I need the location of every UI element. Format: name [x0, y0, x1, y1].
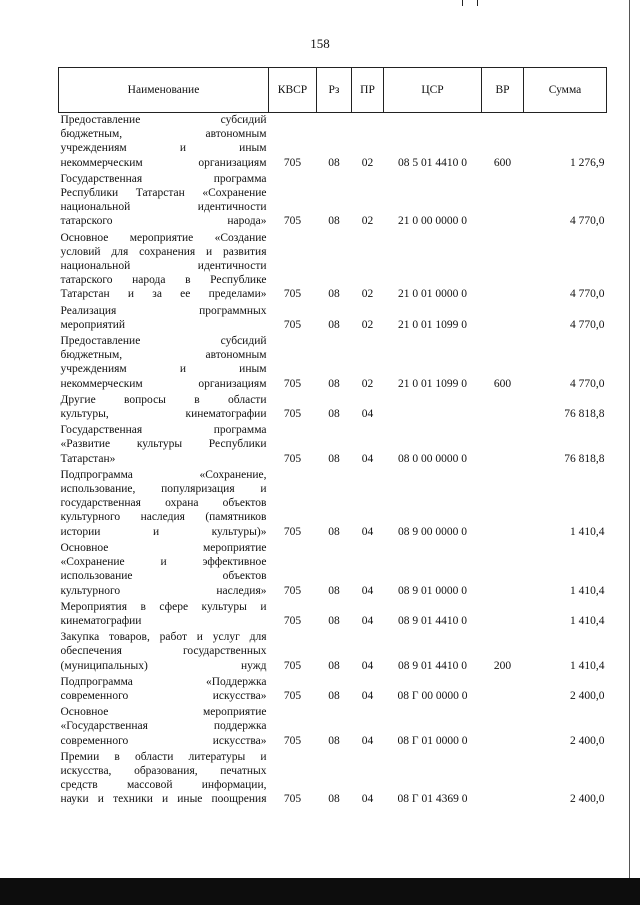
cell-rz: 08: [328, 659, 340, 672]
table-row: [59, 750, 607, 809]
cell-rz: 08: [328, 689, 340, 702]
cell-sum: 1 410,4: [570, 614, 605, 627]
cell-vr: [482, 675, 524, 705]
cell-pr: 04: [361, 614, 374, 627]
table-row: [59, 304, 607, 334]
cell-csr: [384, 393, 482, 423]
cell-kvsr: 705: [283, 288, 302, 301]
cell-vr: [482, 393, 524, 423]
cell-rz: 08: [328, 793, 340, 806]
cell-rz: 08: [328, 408, 340, 421]
cell-sum: 1 276,9: [570, 156, 605, 169]
cell-csr: 08 5 01 4410 0: [398, 156, 467, 169]
cell-rz: 08: [328, 452, 340, 465]
scan-artifact-top: [462, 0, 478, 6]
cell-csr: 21 0 00 0000 0: [398, 215, 467, 228]
cell-sum: 1 410,4: [570, 584, 605, 597]
cell-vr: [482, 172, 524, 231]
cell-pr: 04: [361, 689, 374, 702]
cell-kvsr: 705: [283, 377, 302, 390]
cell-csr: 08 9 01 4410 0: [398, 614, 467, 627]
cell-name: Предоставление субсидий бюджетным, автономным учреждениям и иным некоммерческим организациям: [60, 335, 267, 390]
cell-pr: 04: [361, 525, 374, 538]
cell-csr: 08 0 00 0000 0: [398, 452, 467, 465]
cell-rz: 08: [328, 614, 340, 627]
table-row: [59, 113, 607, 172]
table-row: [59, 600, 607, 630]
cell-csr: 08 9 01 0000 0: [398, 584, 467, 597]
table-row: [59, 334, 607, 393]
table-header-row: [59, 68, 607, 113]
cell-pr: 04: [361, 452, 374, 465]
budget-table: [58, 67, 607, 809]
cell-kvsr: 705: [283, 408, 302, 421]
header-kvsr: КВСР: [269, 68, 317, 113]
cell-vr: 600: [493, 156, 512, 169]
cell-rz: 08: [328, 584, 340, 597]
cell-kvsr: 705: [283, 659, 302, 672]
cell-pr: 02: [361, 318, 374, 331]
cell-csr: 08 Г 01 4369 0: [397, 793, 468, 806]
cell-kvsr: 705: [283, 318, 302, 331]
cell-rz: 08: [328, 377, 340, 390]
cell-vr: [482, 541, 524, 600]
header-name: Наименование: [59, 68, 269, 113]
cell-name: Основное мероприятие «Государственная поддержка современного искусства»: [60, 706, 267, 747]
cell-name: Премии в области литературы и искусства, образования, печатных средств массовой информации, науки и техники и иные поощрения: [60, 750, 267, 806]
cell-name: Основное мероприятие «Создание условий для сохранения и развития национальной идентичности татарского народа в Республике Татарстан и за ее пределами»: [60, 231, 267, 301]
cell-rz: 08: [328, 288, 340, 301]
cell-pr: 02: [361, 215, 374, 228]
table-row: [59, 541, 607, 600]
cell-csr: 08 Г 00 0000 0: [397, 689, 468, 702]
table-row: [59, 231, 607, 304]
scan-edge-right: [629, 0, 630, 880]
cell-rz: 08: [328, 156, 340, 169]
cell-sum: 76 818,8: [564, 452, 605, 465]
cell-vr: [482, 600, 524, 630]
cell-vr: [482, 468, 524, 541]
cell-rz: 08: [328, 734, 340, 747]
table-row: [59, 705, 607, 750]
cell-vr: [482, 231, 524, 304]
cell-vr: [482, 705, 524, 750]
cell-name: Государственная программа Республики Татарстан «Сохранение национальной идентичности татарского народа»: [60, 172, 267, 228]
cell-sum: 2 400,0: [570, 689, 605, 702]
cell-name: Предоставление субсидий бюджетным, автономным учреждениям и иным некоммерческим организациям: [60, 114, 267, 169]
cell-csr: 21 0 01 0000 0: [398, 288, 467, 301]
table-body: [59, 113, 607, 809]
cell-pr: 04: [361, 584, 374, 597]
scan-edge-bottom: [0, 878, 640, 905]
cell-pr: 04: [361, 793, 374, 806]
cell-kvsr: 705: [283, 215, 302, 228]
cell-name: Подпрограмма «Поддержка современного искусства»: [60, 675, 267, 702]
cell-kvsr: 705: [283, 793, 302, 806]
cell-vr: [482, 304, 524, 334]
cell-vr: [482, 423, 524, 468]
cell-sum: 4 770,0: [570, 215, 605, 228]
cell-kvsr: 705: [283, 584, 302, 597]
cell-csr: 08 9 01 4410 0: [398, 659, 467, 672]
cell-name: Государственная программа «Развитие культуры Республики Татарстан»: [60, 424, 267, 465]
cell-rz: 08: [328, 525, 340, 538]
header-pr: ПР: [352, 68, 384, 113]
cell-kvsr: 705: [283, 689, 302, 702]
page-number: 158: [310, 36, 330, 51]
header-sum: Сумма: [524, 68, 607, 113]
cell-name: Мероприятия в сфере культуры и кинематографии: [60, 600, 267, 627]
cell-sum: 4 770,0: [570, 288, 605, 301]
cell-rz: 08: [328, 215, 340, 228]
cell-kvsr: 705: [283, 734, 302, 747]
cell-sum: 2 400,0: [570, 734, 605, 747]
header-rz: Рз: [317, 68, 352, 113]
cell-sum: 76 818,8: [564, 408, 605, 421]
cell-csr: 08 Г 01 0000 0: [397, 734, 468, 747]
header-vr: ВР: [482, 68, 524, 113]
header-csr: ЦСР: [384, 68, 482, 113]
cell-kvsr: 705: [283, 156, 302, 169]
cell-pr: 02: [361, 156, 374, 169]
cell-vr: 200: [493, 659, 512, 672]
table-row: [59, 468, 607, 541]
cell-kvsr: 705: [283, 452, 302, 465]
cell-kvsr: 705: [283, 525, 302, 538]
cell-pr: 04: [361, 408, 374, 421]
cell-sum: 1 410,4: [570, 659, 605, 672]
cell-name: Другие вопросы в области культуры, кинематографии: [60, 393, 267, 421]
cell-sum: 4 770,0: [570, 377, 605, 390]
table-row: [59, 172, 607, 231]
table-row: [59, 393, 607, 423]
cell-vr: [482, 750, 524, 809]
cell-csr: 21 0 01 1099 0: [398, 318, 467, 331]
cell-pr: 02: [361, 377, 374, 390]
cell-pr: 04: [361, 659, 374, 672]
cell-csr: 21 0 01 1099 0: [398, 377, 467, 390]
cell-rz: 08: [328, 318, 340, 331]
cell-sum: 4 770,0: [570, 318, 605, 331]
cell-name: Основное мероприятие «Сохранение и эффективное использование объектов культурного наследия»: [60, 541, 267, 597]
cell-name: Закупка товаров, работ и услуг для обеспечения государственных (муниципальных) нужд: [60, 631, 267, 672]
table-row: [59, 630, 607, 675]
cell-kvsr: 705: [283, 614, 302, 627]
cell-sum: 2 400,0: [570, 793, 605, 806]
cell-vr: 600: [493, 377, 512, 390]
table-row: [59, 423, 607, 468]
cell-pr: 02: [361, 288, 374, 301]
cell-csr: 08 9 00 0000 0: [398, 525, 467, 538]
cell-pr: 04: [361, 734, 374, 747]
cell-sum: 1 410,4: [570, 525, 605, 538]
cell-name: Подпрограмма «Сохранение, использование, популяризация и государственная охрана объектов культурного наследия (памятников истории и культуры)»: [60, 468, 267, 538]
cell-name: Реализация программных мероприятий: [60, 304, 267, 331]
table-row: [59, 675, 607, 705]
